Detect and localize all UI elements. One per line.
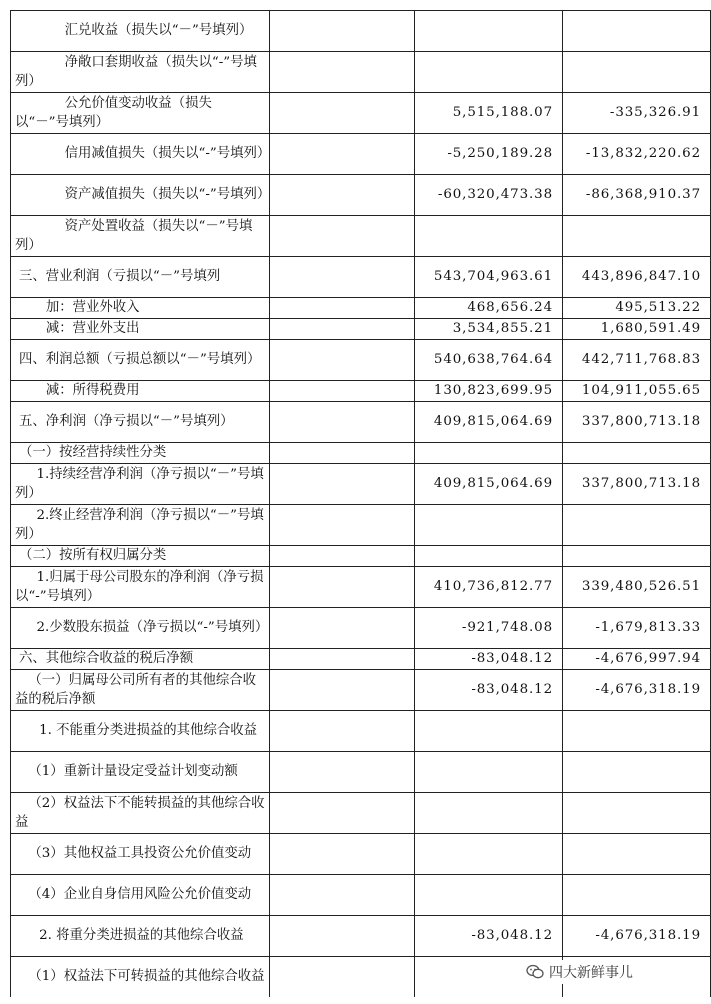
table-row <box>11 670 711 711</box>
empty-cell <box>270 546 415 567</box>
current-period-value <box>415 52 563 93</box>
row-label: 净敞口套期收益（损失以“-”号填列） <box>11 52 270 93</box>
table-row <box>11 402 711 443</box>
row-label: 汇兑收益（损失以“－”号填列） <box>11 11 270 52</box>
empty-cell <box>270 93 415 134</box>
empty-cell <box>270 711 415 752</box>
row-label: 1. 不能重分类进损益的其他综合收益 <box>11 711 270 752</box>
prior-period-value <box>563 52 711 93</box>
empty-cell <box>270 834 415 875</box>
row-label: 六、其他综合收益的税后净额 <box>11 649 270 670</box>
current-period-value <box>415 711 563 752</box>
prior-period-value <box>563 834 711 875</box>
current-period-value <box>415 216 563 257</box>
prior-period-value <box>563 752 711 793</box>
current-period-value <box>415 505 563 546</box>
prior-period-value: 1,680,591.49 <box>563 319 711 340</box>
empty-cell <box>270 649 415 670</box>
prior-period-value <box>563 11 711 52</box>
table-row <box>11 216 711 257</box>
empty-cell <box>270 567 415 608</box>
prior-period-value: 104,911,055.65 <box>563 381 711 402</box>
table-row <box>11 134 711 175</box>
row-label: 1.持续经营净利润（净亏损以“－”号填列） <box>11 464 270 505</box>
empty-cell <box>270 957 415 998</box>
table-row <box>11 11 711 52</box>
table-row <box>11 175 711 216</box>
table-row <box>11 649 711 670</box>
empty-cell <box>270 11 415 52</box>
prior-period-value: -4,676,318.19 <box>563 670 711 711</box>
table-row <box>11 711 711 752</box>
current-period-value <box>415 875 563 916</box>
current-period-value: 540,638,764.64 <box>415 340 563 381</box>
table-row <box>11 257 711 298</box>
prior-period-value: 442,711,768.83 <box>563 340 711 381</box>
current-period-value <box>415 752 563 793</box>
table-row <box>11 381 711 402</box>
row-label: 信用减值损失（损失以“-”号填列） <box>11 134 270 175</box>
row-label: 资产处置收益（损失以“－”号填列） <box>11 216 270 257</box>
current-period-value: -83,048.12 <box>415 649 563 670</box>
current-period-value: 543,704,963.61 <box>415 257 563 298</box>
current-period-value <box>415 834 563 875</box>
row-label: 五、净利润（净亏损以“－”号填列） <box>11 402 270 443</box>
prior-period-value: -86,368,910.37 <box>563 175 711 216</box>
table-row <box>11 916 711 957</box>
prior-period-value: -13,832,220.62 <box>563 134 711 175</box>
row-label: （一）按经营持续性分类 <box>11 443 270 464</box>
prior-period-value <box>563 546 711 567</box>
empty-cell <box>270 298 415 319</box>
prior-period-value <box>563 793 711 834</box>
row-label: 三、营业利润（亏损以“－”号填列 <box>11 257 270 298</box>
current-period-value <box>415 546 563 567</box>
empty-cell <box>270 670 415 711</box>
current-period-value: -921,748.08 <box>415 608 563 649</box>
empty-cell <box>270 381 415 402</box>
current-period-value: 130,823,699.95 <box>415 381 563 402</box>
prior-period-value: 495,513.22 <box>563 298 711 319</box>
table-row <box>11 505 711 546</box>
empty-cell <box>270 793 415 834</box>
current-period-value: 468,656.24 <box>415 298 563 319</box>
empty-cell <box>270 52 415 93</box>
table-row <box>11 546 711 567</box>
current-period-value: -83,048.12 <box>415 670 563 711</box>
empty-cell <box>270 257 415 298</box>
empty-cell <box>270 916 415 957</box>
current-period-value: 410,736,812.77 <box>415 567 563 608</box>
prior-period-value <box>563 216 711 257</box>
prior-period-value <box>563 711 711 752</box>
row-label: （2）权益法下不能转损益的其他综合收益 <box>11 793 270 834</box>
prior-period-value: 443,896,847.10 <box>563 257 711 298</box>
row-label: （1）重新计量设定受益计划变动额 <box>11 752 270 793</box>
current-period-value: 409,815,064.69 <box>415 402 563 443</box>
table-row <box>11 52 711 93</box>
prior-period-value <box>563 443 711 464</box>
table-row <box>11 567 711 608</box>
watermark <box>522 960 637 984</box>
prior-period-value: -4,676,997.94 <box>563 649 711 670</box>
table-row <box>11 464 711 505</box>
table-row <box>11 340 711 381</box>
empty-cell <box>270 402 415 443</box>
empty-cell <box>270 608 415 649</box>
table-row <box>11 875 711 916</box>
row-label: （4）企业自身信用风险公允价值变动 <box>11 875 270 916</box>
prior-period-value: -1,679,813.33 <box>563 608 711 649</box>
prior-period-value: 337,800,713.18 <box>563 464 711 505</box>
empty-cell <box>270 464 415 505</box>
row-label: （一）归属母公司所有者的其他综合收益的税后净额 <box>11 670 270 711</box>
prior-period-value <box>563 505 711 546</box>
table-row <box>11 834 711 875</box>
row-label: 减：营业外支出 <box>11 319 270 340</box>
empty-cell <box>270 340 415 381</box>
current-period-value: -83,048.12 <box>415 916 563 957</box>
current-period-value: 3,534,855.21 <box>415 319 563 340</box>
row-label: （1）权益法下可转损益的其他综合收益 <box>11 957 270 998</box>
row-label: （3）其他权益工具投资公允价值变动 <box>11 834 270 875</box>
table-row <box>11 443 711 464</box>
row-label: （二）按所有权归属分类 <box>11 546 270 567</box>
table-row <box>11 93 711 134</box>
empty-cell <box>270 216 415 257</box>
table-row <box>11 793 711 834</box>
empty-cell <box>270 752 415 793</box>
empty-cell <box>270 319 415 340</box>
watermark-text: 四大新鲜事儿 <box>549 965 633 981</box>
empty-cell <box>270 175 415 216</box>
row-label: 公允价值变动收益（损失以“－”号填列） <box>11 93 270 134</box>
current-period-value: 5,515,188.07 <box>415 93 563 134</box>
empty-cell <box>270 134 415 175</box>
row-label: 2. 将重分类进损益的其他综合收益 <box>11 916 270 957</box>
current-period-value: -60,320,473.38 <box>415 175 563 216</box>
income-statement-table <box>10 10 711 997</box>
current-period-value: 409,815,064.69 <box>415 464 563 505</box>
table-row <box>11 752 711 793</box>
wechat-icon <box>526 964 544 980</box>
current-period-value: -5,250,189.28 <box>415 134 563 175</box>
table-row <box>11 298 711 319</box>
row-label: 四、利润总额（亏损总额以“－”号填列） <box>11 340 270 381</box>
prior-period-value: 337,800,713.18 <box>563 402 711 443</box>
prior-period-value: -335,326.91 <box>563 93 711 134</box>
current-period-value <box>415 443 563 464</box>
row-label: 2.少数股东损益（净亏损以“-”号填列） <box>11 608 270 649</box>
empty-cell <box>270 875 415 916</box>
prior-period-value: -4,676,318.19 <box>563 916 711 957</box>
row-label: 加：营业外收入 <box>11 298 270 319</box>
row-label: 减：所得税费用 <box>11 381 270 402</box>
prior-period-value: 339,480,526.51 <box>563 567 711 608</box>
row-label: 资产减值损失（损失以“-”号填列） <box>11 175 270 216</box>
row-label: 2.终止经营净利润（净亏损以“－”号填列） <box>11 505 270 546</box>
empty-cell <box>270 443 415 464</box>
empty-cell <box>270 505 415 546</box>
current-period-value <box>415 11 563 52</box>
prior-period-value <box>563 875 711 916</box>
table-row <box>11 608 711 649</box>
current-period-value <box>415 793 563 834</box>
row-label: 1.归属于母公司股东的净利润（净亏损以“-”号填列） <box>11 567 270 608</box>
table-row <box>11 319 711 340</box>
